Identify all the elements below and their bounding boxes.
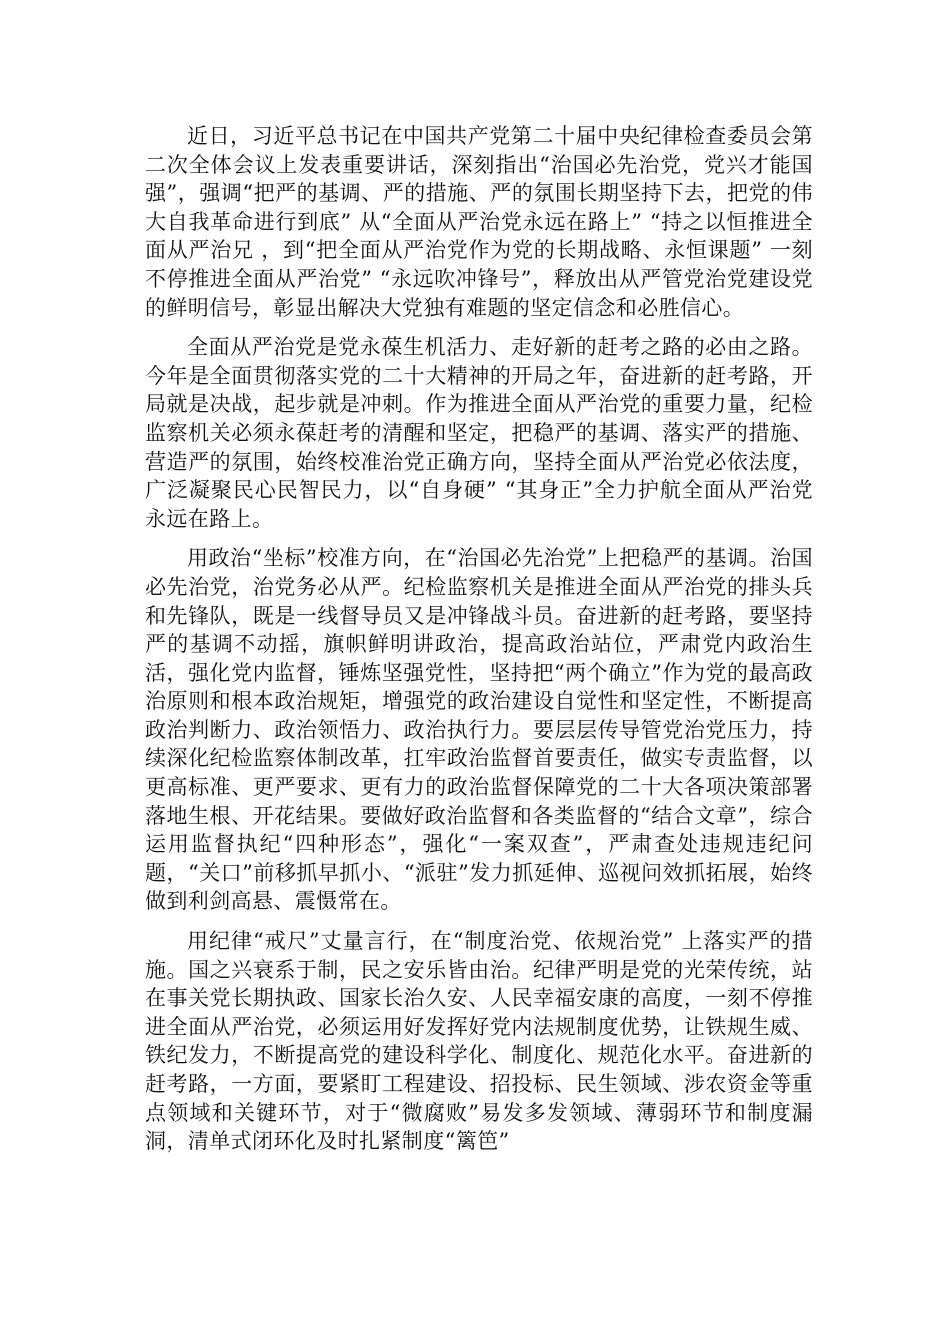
paragraph-3: 用政治“坐标”校准方向，在“治国必先治党”上把稳严的基调。治国必先治党，治党务必从严。纪检监察机关是推进全面从严治党的排头兵和先锋队，既是一线督导员又是冲锋战斗员。奋进新的赶考路，要坚持严的基调不动摇，旗帜鲜明讲政治，提高政治站位，严肃党内政治生活，强化党内监督，锤炼坚强党性，坚持把“两个确立”作为党的最高政治原则和根本政治规矩，增强党的政治建设自觉性和坚定性，不断提高政治判断力、政治领悟力、政治执行力。要层层传导管党治党压力，持续深化纪检监察体制改革，扛牢政治监督首要责任，做实专责监督，以更高标准、更严要求、更有力的政治监督保障党的二十大各项决策部署落地生根、开花结果。要做好政治监督和各类监督的“结合文章”，综合运用监督执纪“四种形态”，强化“一案双查”，严肃查处违规违纪问题，“关口”前移抓早抓小、“派驻”发力抓延伸、巡视问效抓拓展，始终做到利剑高悬、震慑常在。 <box>145 546 813 914</box>
paragraph-4: 用纪律“戒尺”丈量言行，在“制度治党、依规治党” 上落实严的措施。国之兴衰系于制，民之安乐皆由治。纪律严明是党的光荣传统，站在事关党长期执政、国家长治久安、人民幸福安康的高度，一刻不停推进全面从严治党，必须运用好发挥好党内法规制度优势，让铁规生威、铁纪发力，不断提高党的建设科学化、制度化、规范化水平。奋进新的赶考路，一方面，要紧盯工程建设、招投标、民生领域、涉农资金等重点领域和关键环节，对于“微腐败”易发多发领域、薄弱环节和制度漏洞，清单式闭环化及时扎紧制度“篱笆” <box>145 929 813 1154</box>
paragraph-2: 全面从严治党是党永葆生机活力、走好新的赶考之路的必由之路。今年是全面贯彻落实党的二十大精神的开局之年，奋进新的赶考路，开局就是决战，起步就是冲刺。作为推进全面从严治党的重要力量，纪检监察机关必须永葆赶考的清醒和坚定，把稳严的基调、落实严的措施、营造严的氛围，始终校准治党正确方向，坚持全面从严治党必依法度，广泛凝聚民心民智民力，以“自身硬” “其身正”全力护航全面从严治党永远在路上。 <box>145 335 813 531</box>
document-body <box>145 122 813 1167</box>
paragraph-1: 近日，习近平总书记在中国共产党第二十届中央纪律检查委员会第二次全体会议上发表重要讲话，深刻指出“治国必先治党，党兴才能国强”，强调“把严的基调、严的措施、严的氛围长期坚持下去，把党的伟大自我革命进行到底” 从“全面从严治党永远在路上” “持之以恒推进全面从严治兄 ，到“把全面从严治党作为党的长期战略、永恒课题” 一刻不停推进全面从严治党” “永远吹冲锋号”，释放出从严管党治党建设党的鲜明信号，彰显出解决大党独有难题的坚定信念和必胜信心。 <box>145 124 813 320</box>
